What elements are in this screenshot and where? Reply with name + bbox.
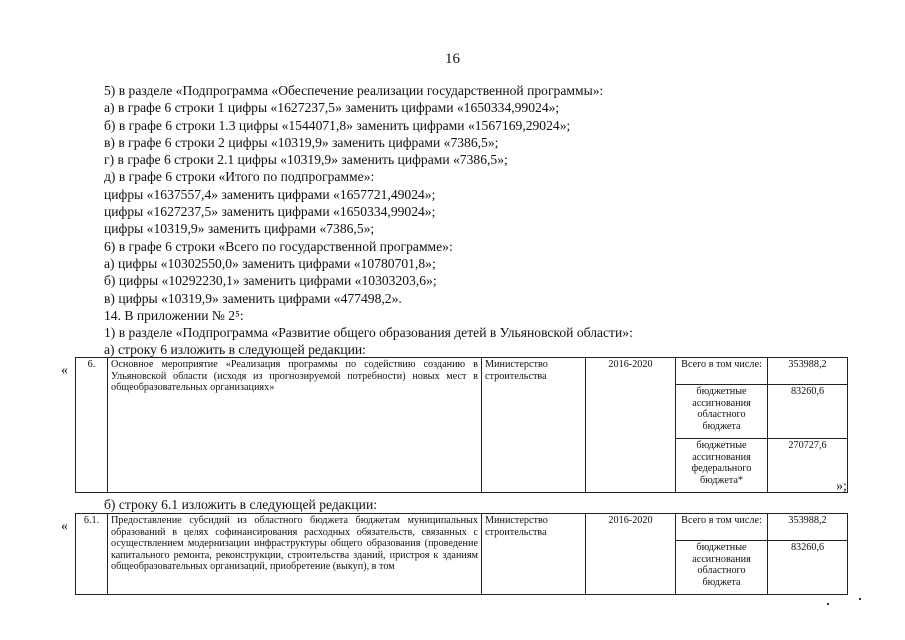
funding-source: бюджетные ассигнования областного бюджета bbox=[676, 385, 768, 439]
row-description: Предоставление субсидий из областного бюджета бюджетам муниципальных образований в целях софинансирования расходных обязательств, связанных с осуществлением модернизации инфраструктуры общего образования (проведение капитального ремонта, реконструкции, строительства зданий, пристроя к зданиям общеобразовательных организаций, приобретение (выкуп), в том bbox=[108, 514, 482, 595]
opening-quote-2: « bbox=[61, 519, 68, 534]
row-number: 6. bbox=[76, 358, 108, 493]
page-number: 16 bbox=[445, 51, 460, 67]
row-number: 6.1. bbox=[76, 514, 108, 595]
scan-speck bbox=[827, 603, 829, 605]
list-item: б) цифры «10292230,1» заменить цифрами «10303203,6»; bbox=[104, 273, 437, 289]
funding-source: Всего в том числе: bbox=[676, 358, 768, 385]
list-item: 1) в разделе «Подпрограмма «Развитие общего образования детей в Ульяновской области»: bbox=[104, 325, 633, 341]
funding-source: бюджетные ассигнования федерального бюджета* bbox=[676, 439, 768, 493]
section-intro: 5) в разделе «Подпрограмма «Обеспечение реализации государственной программы»: bbox=[104, 83, 604, 98]
list-item: а) цифры «10302550,0» заменить цифрами «10780701,8»; bbox=[104, 255, 436, 271]
list-item: цифры «10319,9» заменить цифрами «7386,5»; bbox=[104, 221, 375, 237]
list-item: а) в графе 6 строки 1 цифры «1627237,5» заменить цифрами «1650334,99024»; bbox=[104, 100, 560, 116]
list-item: б) строку 6.1 изложить в следующей редакции: bbox=[104, 497, 378, 512]
list-item: в) в графе 6 строки 2 цифры «10319,9» заменить цифрами «7386,5»; bbox=[104, 134, 499, 150]
table-row bbox=[76, 358, 848, 385]
funding-source: бюджетные ассигнования областного бюджета bbox=[676, 541, 768, 595]
row-description: Основное мероприятие «Реализация программы по содействию созданию в Ульяновской области (исходя из прогнозируемой потребности) новых мест в общеобразовательных организациях» bbox=[108, 358, 482, 493]
table-row bbox=[76, 514, 848, 541]
table-row-6 bbox=[75, 357, 848, 493]
funding-source: Всего в том числе: bbox=[676, 514, 768, 541]
row-period: 2016-2020 bbox=[586, 358, 676, 493]
funding-value: 83260,6 bbox=[768, 541, 848, 595]
list-item: в) цифры «10319,9» заменить цифрами «477498,2». bbox=[104, 290, 402, 306]
list-item: 14. В приложении № 2⁵: bbox=[104, 307, 244, 323]
table-row-6-1 bbox=[75, 513, 848, 595]
closing-quote-1: »; bbox=[836, 479, 847, 494]
row-executor: Министерство строительства bbox=[482, 514, 586, 595]
list-item: цифры «1637557,4» заменить цифрами «1657721,49024»; bbox=[104, 186, 436, 202]
list-item: 6) в графе 6 строки «Всего по государственной программе»: bbox=[104, 238, 453, 254]
funding-value: 83260,6 bbox=[768, 385, 848, 439]
funding-value: 353988,2 bbox=[768, 514, 848, 541]
funding-value: 270727,6 bbox=[768, 439, 848, 493]
list-item: цифры «1627237,5» заменить цифрами «1650334,99024»; bbox=[104, 204, 436, 220]
list-item: а) строку 6 изложить в следующей редакции: bbox=[104, 342, 366, 358]
row-executor: Министерство строительства bbox=[482, 358, 586, 493]
opening-quote-1: « bbox=[61, 363, 68, 378]
list-item: г) в графе 6 строки 2.1 цифры «10319,9» заменить цифрами «7386,5»; bbox=[104, 152, 508, 168]
row-period: 2016-2020 bbox=[586, 514, 676, 595]
funding-value: 353988,2 bbox=[768, 358, 848, 385]
list-item: д) в графе 6 строки «Итого по подпрограмме»: bbox=[104, 169, 375, 185]
scan-speck bbox=[859, 598, 861, 600]
list-item: б) в графе 6 строки 1.3 цифры «1544071,8» заменить цифрами «1567169,29024»; bbox=[104, 117, 571, 133]
amendment-text bbox=[104, 82, 804, 359]
